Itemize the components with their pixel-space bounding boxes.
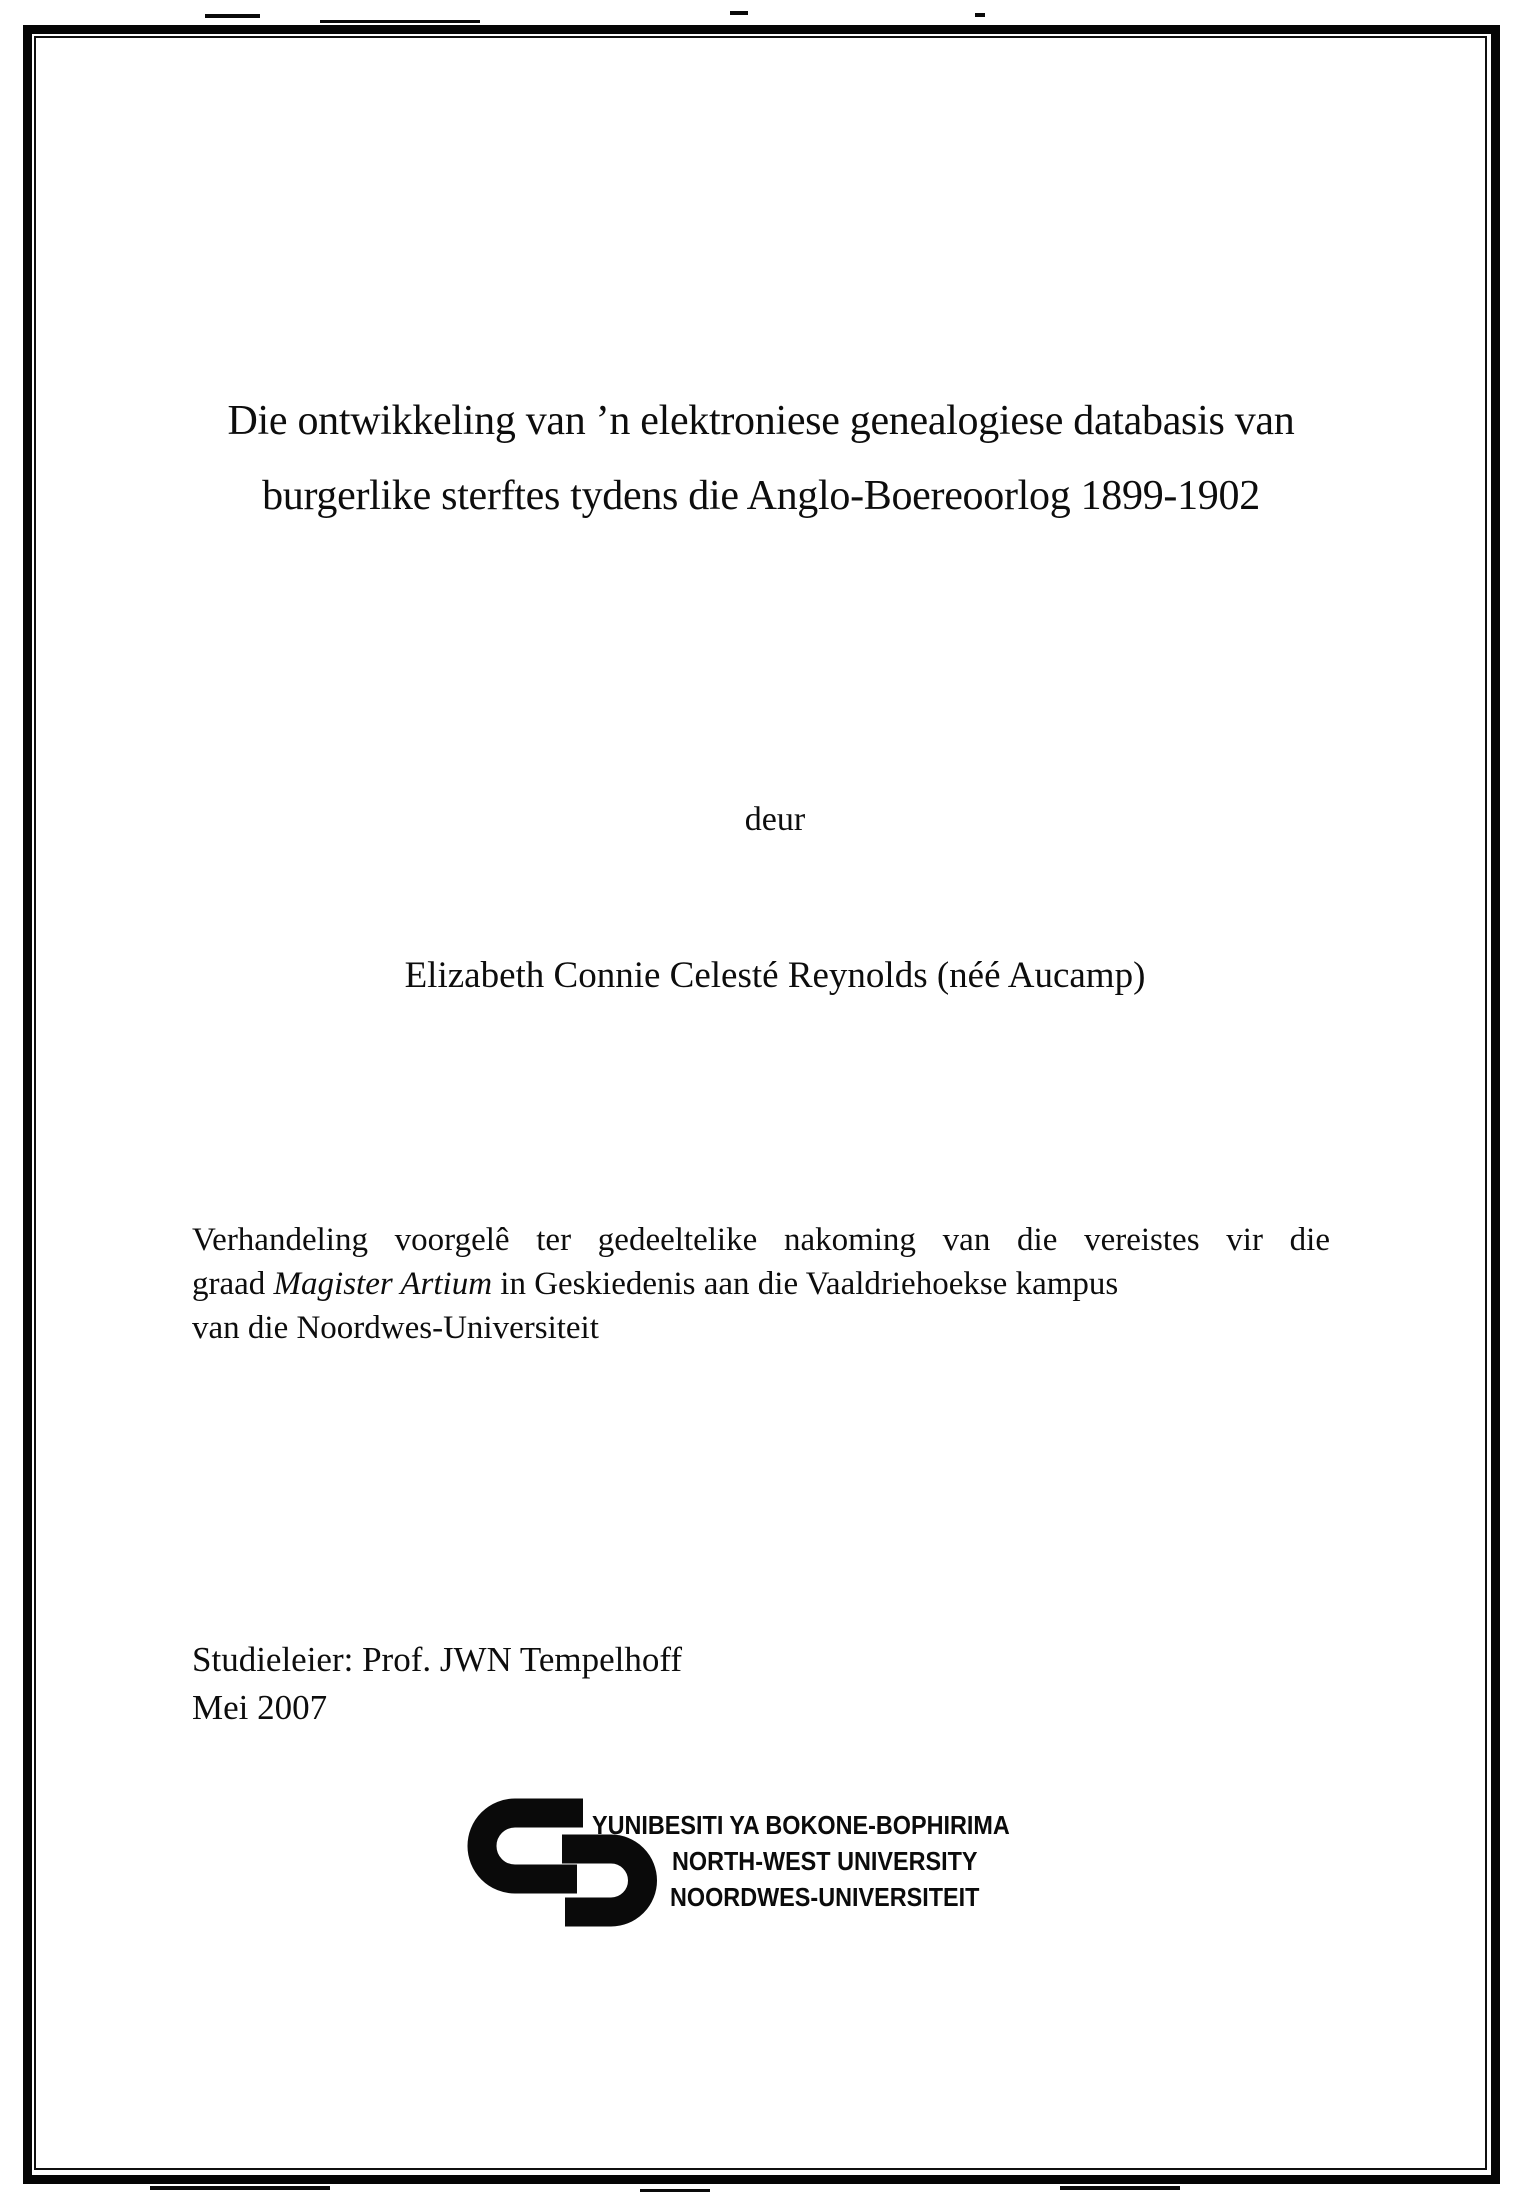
logo-text-afrikaans: NOORDWES-UNIVERSITEIT xyxy=(670,1882,980,1912)
thesis-statement-line2: graad Magister Artium in Geskiedenis aan die Vaaldriehoekse kampus xyxy=(192,1266,1119,1302)
logo-text-setswana: YUNIBESITI YA BOKONE-BOPHIRIMA xyxy=(592,1810,1010,1840)
thesis-statement-line3: van die Noordwes-Universiteit xyxy=(192,1310,599,1346)
thesis-statement-line1: Verhandeling voorgelê ter gedeeltelike nakoming van die vereistes vir die xyxy=(192,1222,1330,1258)
byline-deur: deur xyxy=(744,801,806,838)
supervisor-line: Studieleier: Prof. JWN Tempelhoff xyxy=(192,1640,683,1679)
date-line: Mei 2007 xyxy=(192,1688,328,1727)
thesis-title-line1: Die ontwikkeling van ’n elektroniese genealogiese databasis van xyxy=(227,398,1295,444)
thesis-statement xyxy=(192,1218,1330,1350)
scan-artifact xyxy=(1060,2186,1180,2190)
supervisor-block xyxy=(192,1636,1092,1732)
thesis-title-line2: burgerlike sterftes tydens die Anglo-Boereoorlog 1899-1902 xyxy=(262,473,1260,519)
scan-artifact xyxy=(150,2186,330,2190)
scan-artifact xyxy=(640,2189,710,2192)
logo-text-english: NORTH-WEST UNIVERSITY xyxy=(672,1846,978,1876)
scan-artifact xyxy=(205,14,260,18)
author-name: Elizabeth Connie Celesté Reynolds (néé Aucamp) xyxy=(404,955,1146,996)
scan-artifact xyxy=(975,13,985,17)
scan-artifact xyxy=(320,20,480,23)
scan-artifact xyxy=(730,11,748,15)
